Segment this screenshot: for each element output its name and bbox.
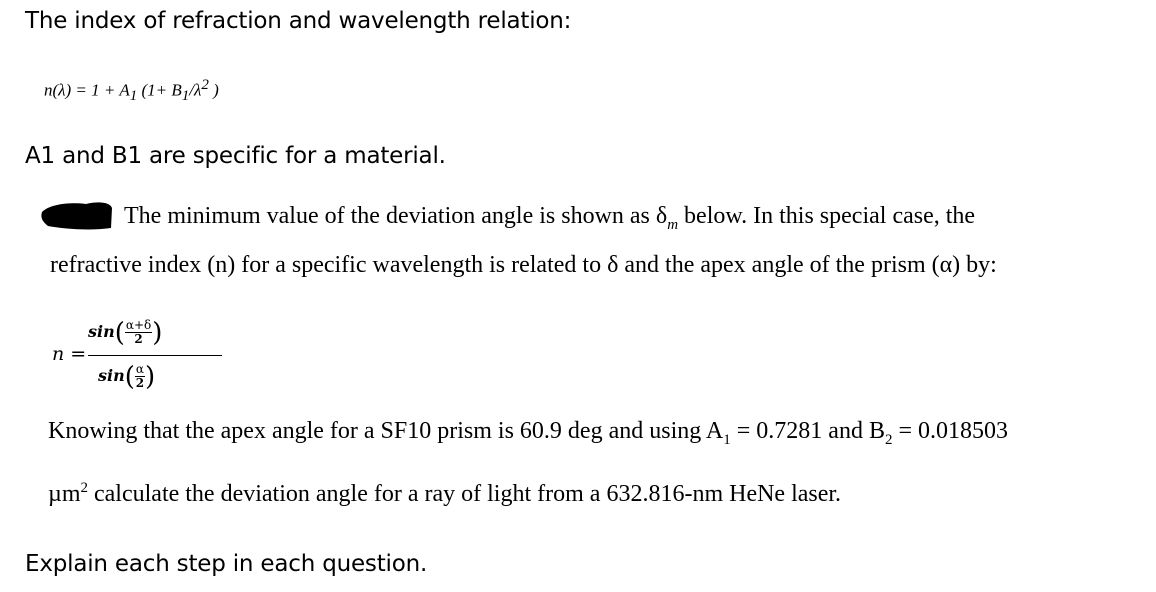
refractive-index-equation — [52, 318, 192, 396]
equation-denominator: sin( $\frac{\alpha}{2}$ ) — [98, 362, 156, 392]
denominator-top: α — [135, 362, 144, 376]
dispersion-formula — [44, 77, 219, 105]
para2-part1: Knowing that the apex angle for a SF10 prism is 60.9 deg and using A — [48, 418, 724, 444]
minimum-deviation-text — [124, 203, 975, 234]
formula-lhs: n(λ) = 1 + A — [44, 80, 130, 100]
para2-part3: = 0.018503 — [892, 418, 1008, 444]
para2-part2: = 0.7281 and B — [730, 418, 885, 444]
deviation-question-text — [48, 480, 841, 508]
formula-mid: (1+ B — [137, 80, 182, 100]
sf10-prism-text — [48, 418, 1008, 449]
formula-sup: 2 — [201, 77, 209, 93]
formula-tail: /λ — [189, 80, 202, 100]
equation-lhs: n = — [52, 343, 87, 365]
para1-start: The minimum value of the deviation angle is shown as δ — [124, 203, 668, 229]
para2-b-sub: 2 — [884, 431, 893, 448]
unit-micrometer: µm — [48, 481, 81, 507]
refractive-index-text: refractive index (n) for a specific wavelength is related to δ and the apex angle of the prism (α) by: — [50, 252, 997, 278]
para2-a-sub: 1 — [723, 431, 731, 448]
numerator-top: α+δ — [125, 318, 152, 332]
numerator-sin: sin — [88, 322, 115, 341]
material-note: A1 and B1 are specific for a material. — [25, 143, 446, 169]
para1-sub: m — [667, 216, 679, 233]
formula-b-sub: 1 — [181, 88, 190, 105]
unit-sup: 2 — [80, 480, 88, 496]
formula-a-sub: 1 — [129, 88, 138, 105]
numerator-bottom: 2 — [134, 332, 143, 346]
para1-end: below. In this special case, the — [678, 203, 976, 229]
redaction-mark — [40, 198, 113, 232]
explain-instruction: Explain each step in each question. — [25, 551, 428, 577]
heading: The index of refraction and wavelength relation: — [25, 8, 572, 34]
formula-close: ) — [208, 80, 219, 100]
denominator-sin: sin — [98, 366, 125, 385]
equation-numerator: sin( $\frac{\alpha+\delta}{2}$ ) — [88, 318, 163, 348]
denominator-bottom: 2 — [135, 376, 145, 390]
fraction-bar — [88, 355, 222, 356]
question-rest: calculate the deviation angle for a ray of light from a 632.816-nm HeNe laser. — [88, 481, 842, 507]
